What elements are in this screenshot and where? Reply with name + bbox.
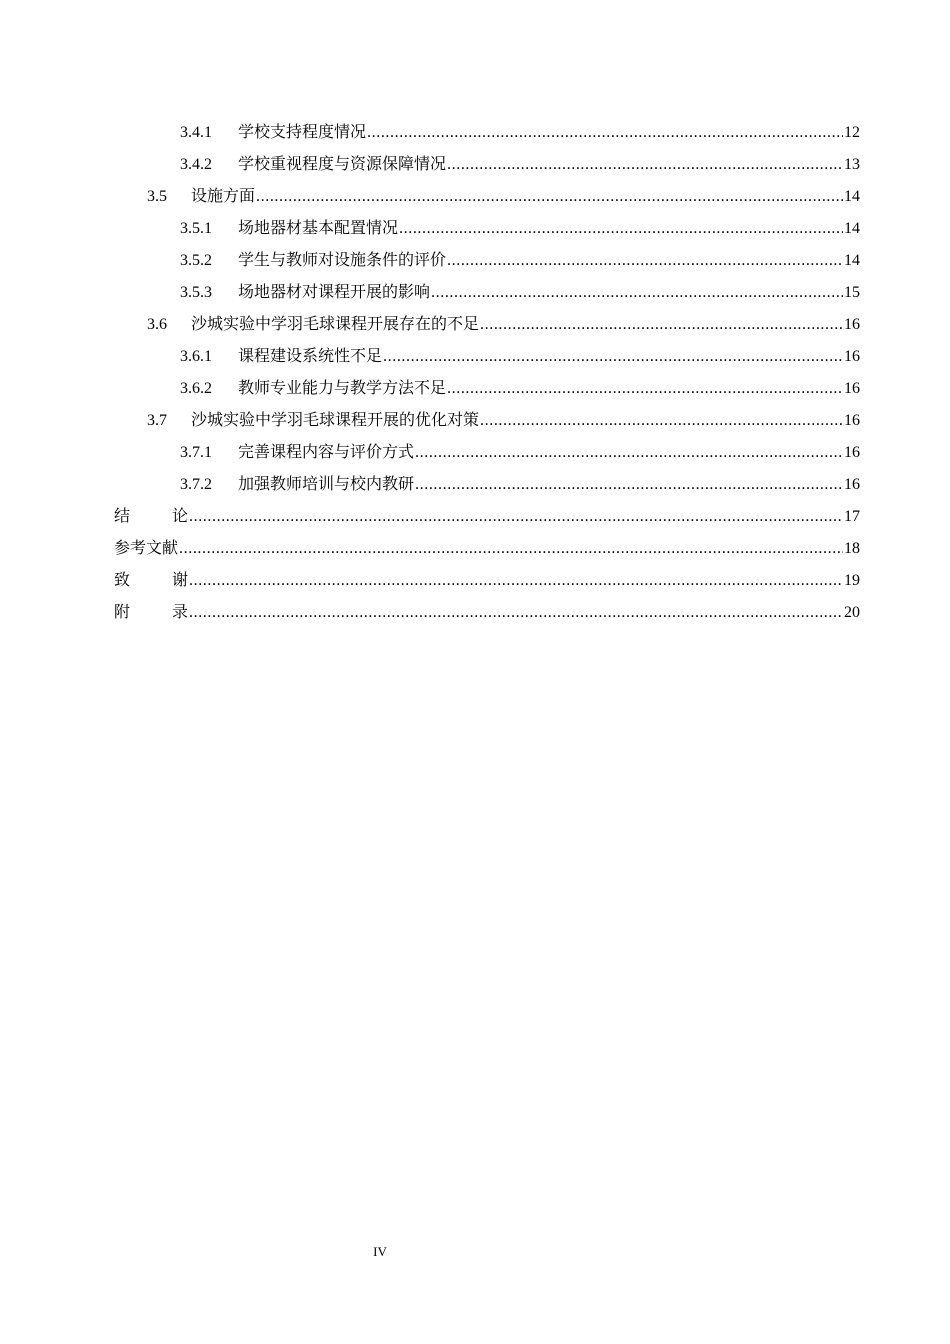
toc-page: 16	[844, 412, 860, 429]
toc-entry-3-5-2[interactable]	[114, 244, 860, 276]
toc-number: 3.6.2	[180, 380, 212, 397]
toc-entry-3-6-1[interactable]	[114, 340, 860, 372]
dot-leader	[189, 565, 843, 597]
toc-entry-3-6[interactable]	[114, 308, 860, 340]
toc-entry-3-7-2[interactable]	[114, 468, 860, 500]
toc-title: 完善课程内容与评价方式	[238, 442, 415, 461]
dot-leader	[480, 405, 843, 437]
toc-page: 13	[844, 156, 860, 173]
dot-leader	[256, 181, 843, 213]
toc-title: 沙城实验中学羽毛球课程开展存在的不足	[191, 314, 480, 333]
toc-title	[114, 596, 188, 628]
toc-title-char: 附	[114, 602, 131, 621]
dot-leader	[431, 277, 843, 309]
dot-leader	[367, 117, 843, 149]
toc-page: 16	[844, 444, 860, 461]
toc-title: 学生与教师对设施条件的评价	[238, 250, 447, 269]
toc-title-char: 录	[171, 602, 188, 621]
toc-entry-3-6-2[interactable]	[114, 372, 860, 404]
toc-title	[114, 564, 188, 596]
toc-page: 12	[844, 124, 860, 141]
toc-title-char: 谢	[171, 570, 188, 589]
toc-number: 3.4.1	[180, 124, 212, 141]
toc-title	[114, 500, 188, 532]
toc-number: 3.6.1	[180, 348, 212, 365]
toc-number: 3.5.1	[180, 220, 212, 237]
toc-entry-acknowledgements[interactable]	[114, 564, 860, 596]
dot-leader	[383, 341, 843, 373]
toc-entry-3-7[interactable]	[114, 404, 860, 436]
toc-entry-appendix[interactable]	[114, 596, 860, 628]
toc-number: 3.7.1	[180, 444, 212, 461]
toc-title: 设施方面	[191, 186, 256, 205]
toc-page: 18	[844, 540, 860, 557]
table-of-contents	[114, 116, 860, 628]
toc-page: 20	[844, 604, 860, 621]
toc-entry-3-4-2[interactable]	[114, 148, 860, 180]
toc-title: 参考文献	[114, 538, 179, 557]
dot-leader	[447, 245, 843, 277]
toc-title: 加强教师培训与校内教研	[238, 474, 415, 493]
toc-entry-3-4-1[interactable]	[114, 116, 860, 148]
dot-leader	[415, 469, 843, 501]
toc-entry-3-5[interactable]	[114, 180, 860, 212]
toc-page: 14	[844, 220, 860, 237]
toc-number: 3.5	[147, 188, 167, 205]
dot-leader	[447, 149, 843, 181]
toc-title: 学校重视程度与资源保障情况	[238, 154, 447, 173]
dot-leader	[480, 309, 843, 341]
toc-entry-3-5-1[interactable]	[114, 212, 860, 244]
dot-leader	[415, 437, 843, 469]
toc-title-char: 论	[171, 506, 188, 525]
toc-title: 学校支持程度情况	[238, 122, 367, 141]
toc-entry-3-7-1[interactable]	[114, 436, 860, 468]
toc-page: 16	[844, 476, 860, 493]
toc-entry-references[interactable]	[114, 532, 860, 564]
toc-number: 3.6	[147, 316, 167, 333]
toc-title: 场地器材基本配置情况	[238, 218, 399, 237]
toc-title-char: 致	[114, 570, 131, 589]
dot-leader	[189, 597, 843, 629]
toc-page: 15	[844, 284, 860, 301]
dot-leader	[447, 373, 843, 405]
toc-page: 14	[844, 188, 860, 205]
toc-page: 19	[844, 572, 860, 589]
toc-entry-3-5-3[interactable]	[114, 276, 860, 308]
toc-entry-conclusion[interactable]	[114, 500, 860, 532]
toc-number: 3.5.2	[180, 252, 212, 269]
toc-title: 教师专业能力与教学方法不足	[238, 378, 447, 397]
toc-number: 3.4.2	[180, 156, 212, 173]
toc-title: 场地器材对课程开展的影响	[238, 282, 431, 301]
toc-page: 16	[844, 380, 860, 397]
toc-number: 3.5.3	[180, 284, 212, 301]
dot-leader	[189, 501, 843, 533]
toc-number: 3.7.2	[180, 476, 212, 493]
toc-page: 16	[844, 316, 860, 333]
page-number: IV	[373, 1244, 387, 1259]
dot-leader	[399, 213, 843, 245]
toc-page: 17	[844, 508, 860, 525]
dot-leader	[179, 533, 843, 565]
toc-title-char: 结	[114, 506, 131, 525]
toc-number: 3.7	[147, 412, 167, 429]
toc-page: 16	[844, 348, 860, 365]
toc-title: 沙城实验中学羽毛球课程开展的优化对策	[191, 410, 480, 429]
toc-page: 14	[844, 252, 860, 269]
toc-title: 课程建设系统性不足	[238, 346, 383, 365]
